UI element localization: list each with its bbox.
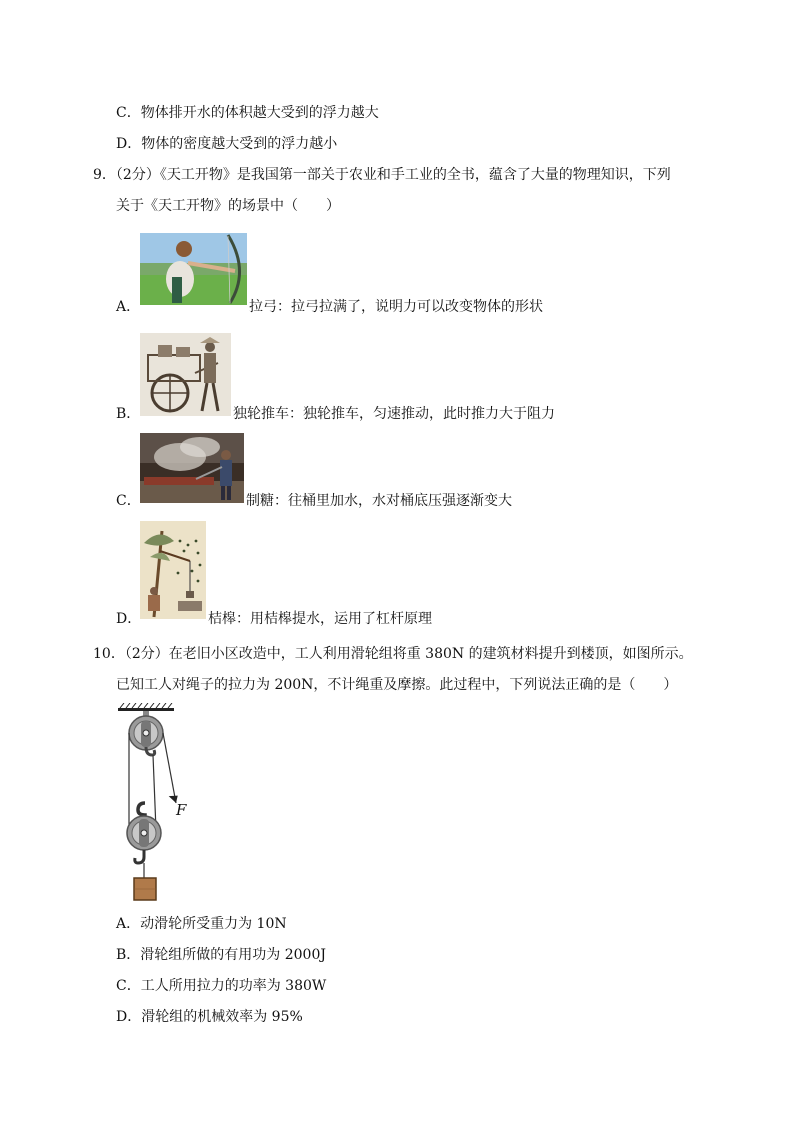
- q10-option-c: C．工人所用拉力的功率为 380W: [116, 978, 327, 994]
- q10-option-a: A．动滑轮所受重力为 10N: [116, 916, 287, 932]
- q9-option-d-letter: D．: [116, 611, 142, 627]
- q9-option-c-text: 制糖：往桶里加水，水对桶底压强逐渐变大: [246, 493, 512, 509]
- q9-option-a-text: 拉弓：拉弓拉满了，说明力可以改变物体的形状: [249, 299, 543, 315]
- q9-option-c-letter: C．: [116, 493, 141, 509]
- q9-stem-line2: 关于《天工开物》的场景中（ ）: [116, 198, 340, 214]
- q10-option-d: D．滑轮组的机械效率为 95%: [116, 1009, 303, 1025]
- q9-stem-line1: 9．（2分）《天工开物》是我国第一部关于农业和手工业的全书，蕴含了大量的物理知识，下列: [93, 167, 671, 183]
- q9-option-b-letter: B．: [116, 406, 141, 422]
- q9-option-b-text: 独轮推车：独轮推车，匀速推动，此时推力大于阻力: [233, 406, 555, 422]
- q10-stem-line2: 已知工人对绳子的拉力为 200N，不计绳重及摩擦。此过程中，下列说法正确的是（ ）: [116, 677, 678, 693]
- wheelbarrow-image: [140, 333, 231, 416]
- q9-option-a-letter: A．: [116, 299, 141, 315]
- q10-option-b: B．滑轮组所做的有用功为 2000J: [116, 947, 326, 963]
- q9-option-d-text: 桔槔：用桔槔提水，运用了杠杆原理: [208, 611, 432, 627]
- force-f-label: F: [176, 801, 187, 819]
- archery-image: [140, 233, 247, 305]
- sugar-making-image: [140, 433, 244, 503]
- q8-option-d: D．物体的密度越大受到的浮力越小: [116, 136, 338, 152]
- q8-option-c: C．物体排开水的体积越大受到的浮力越大: [116, 105, 379, 121]
- well-sweep-image: [140, 521, 206, 619]
- q10-stem-line1: 10．（2分）在老旧小区改造中，工人利用滑轮组将重 380N 的建筑材料提升到楼顶，如图所示。: [93, 646, 693, 662]
